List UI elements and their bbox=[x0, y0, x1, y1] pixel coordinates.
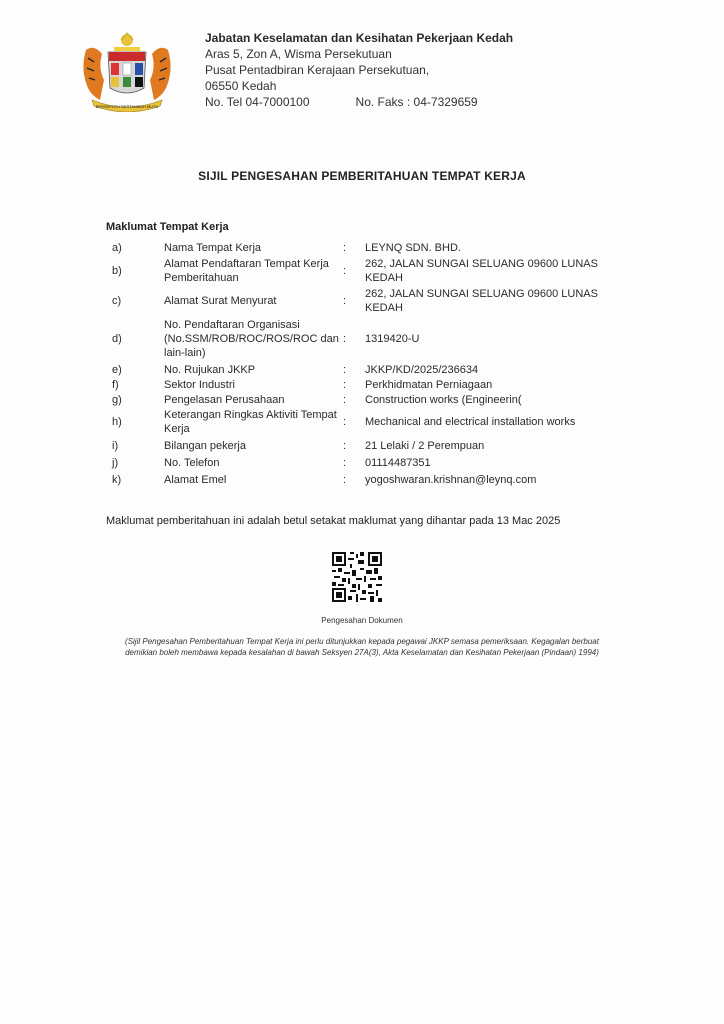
field-separator: : bbox=[343, 473, 347, 486]
field-separator: : bbox=[343, 333, 347, 345]
coat-of-arms-logo bbox=[78, 30, 176, 112]
field-separator: : bbox=[343, 456, 347, 469]
table-row bbox=[112, 392, 605, 407]
field-separator: : bbox=[343, 295, 347, 307]
field-separator: : bbox=[343, 393, 347, 406]
organization-name: Jabatan Keselamatan dan Kesihatan Pekerjaan Kedah bbox=[205, 31, 514, 45]
field-value: 262, JALAN SUNGAI SELUANG 09600 LUNAS KEDAH bbox=[365, 258, 598, 284]
field-separator: : bbox=[343, 363, 347, 376]
document-title: SIJIL PENGESAHAN PEMBERITAHUAN TEMPAT KERJA bbox=[198, 169, 526, 183]
field-key: d) bbox=[112, 333, 122, 345]
letterhead bbox=[205, 30, 513, 110]
field-key: k) bbox=[112, 473, 122, 486]
field-separator: : bbox=[343, 416, 347, 428]
qr-code-icon[interactable] bbox=[332, 552, 382, 602]
field-value: 262, JALAN SUNGAI SELUANG 09600 LUNAS KEDAH bbox=[365, 288, 598, 314]
field-key: c) bbox=[112, 295, 122, 307]
field-key: i) bbox=[112, 439, 119, 452]
workplace-info-table bbox=[112, 239, 605, 488]
field-value: Mechanical and electrical installation works bbox=[365, 416, 576, 428]
table-row bbox=[112, 437, 605, 454]
field-value: yogoshwaran.krishnan@leynq.com bbox=[365, 473, 537, 486]
legal-note: (Sijil Pengesahan Pemberitahuan Tempat Kerja ini perlu ditunjukkan kepada pegawai JKKP semasa pemeriksaan. Kegagalan berbuat demikian boleh membawa kepada kesalahan di bawah Seksyen 27A(3), Akta Keselamatan dan Kesihatan Pekerjaan (Pindaan) 1994) bbox=[125, 637, 599, 657]
field-label: Bilangan pekerja bbox=[164, 439, 246, 452]
field-value: LEYNQ SDN. BHD. bbox=[365, 241, 461, 254]
field-label: No. Rujukan JKKP bbox=[164, 363, 256, 376]
field-separator: : bbox=[343, 439, 347, 452]
table-row bbox=[112, 316, 605, 362]
field-label: Alamat Pendaftaran Tempat Kerja Pemberitahuan bbox=[164, 258, 329, 284]
address-line-1: Aras 5, Zon A, Wisma Persekutuan bbox=[205, 47, 392, 61]
table-row bbox=[112, 239, 605, 256]
field-separator: : bbox=[343, 378, 347, 391]
section-title: Maklumat Tempat Kerja bbox=[106, 221, 229, 233]
field-key: h) bbox=[112, 416, 122, 428]
qr-caption: Pengesahan Dokumen bbox=[321, 616, 403, 625]
field-value: 21 Lelaki / 2 Perempuan bbox=[365, 439, 485, 452]
address-line-2: Pusat Pentadbiran Kerajaan Persekutuan, bbox=[205, 63, 430, 77]
field-key: j) bbox=[112, 456, 119, 469]
field-key: a) bbox=[112, 241, 122, 254]
contact-row bbox=[205, 94, 513, 110]
field-key: f) bbox=[112, 378, 119, 391]
field-value: Construction works (Engineerin( bbox=[365, 393, 522, 406]
address-line-3: 06550 Kedah bbox=[205, 79, 277, 93]
field-value: JKKP/KD/2025/236634 bbox=[365, 363, 479, 376]
field-value: 1319420-U bbox=[365, 333, 420, 345]
field-value: Perkhidmatan Perniagaan bbox=[365, 378, 493, 391]
field-key: g) bbox=[112, 393, 122, 406]
table-row bbox=[112, 377, 605, 392]
field-label: No. Telefon bbox=[164, 456, 220, 469]
svg-text:BERSEKUTU BERTAMBAH MUTU: BERSEKUTU BERTAMBAH MUTU bbox=[95, 104, 159, 109]
field-key: e) bbox=[112, 363, 122, 376]
table-row bbox=[112, 454, 605, 471]
field-label: Keterangan Ringkas Aktiviti Tempat Kerja bbox=[164, 409, 337, 435]
table-row bbox=[112, 286, 605, 316]
field-separator: : bbox=[343, 241, 347, 254]
field-separator: : bbox=[343, 265, 347, 277]
table-row bbox=[112, 471, 605, 488]
table-row bbox=[112, 362, 605, 377]
field-key: b) bbox=[112, 265, 122, 277]
table-row bbox=[112, 407, 605, 437]
table-row bbox=[112, 256, 605, 286]
field-label: Nama Tempat Kerja bbox=[164, 241, 262, 254]
declaration-statement: Maklumat pemberitahuan ini adalah betul setakat maklumat yang dihantar pada 13 Mac 2025 bbox=[106, 515, 561, 527]
field-label: Pengelasan Perusahaan bbox=[164, 393, 285, 406]
field-label: No. Pendaftaran Organisasi (No.SSM/ROB/ROC/ROS/ROC dan lain-lain) bbox=[164, 319, 339, 359]
field-value: 01114487351 bbox=[365, 456, 431, 469]
fax-number: No. Faks : 04-7329659 bbox=[355, 95, 478, 109]
field-label: Alamat Emel bbox=[164, 473, 227, 486]
field-label: Sektor Industri bbox=[164, 378, 235, 391]
field-label: Alamat Surat Menyurat bbox=[164, 295, 277, 307]
phone-number: No. Tel 04-7000100 bbox=[205, 95, 310, 109]
